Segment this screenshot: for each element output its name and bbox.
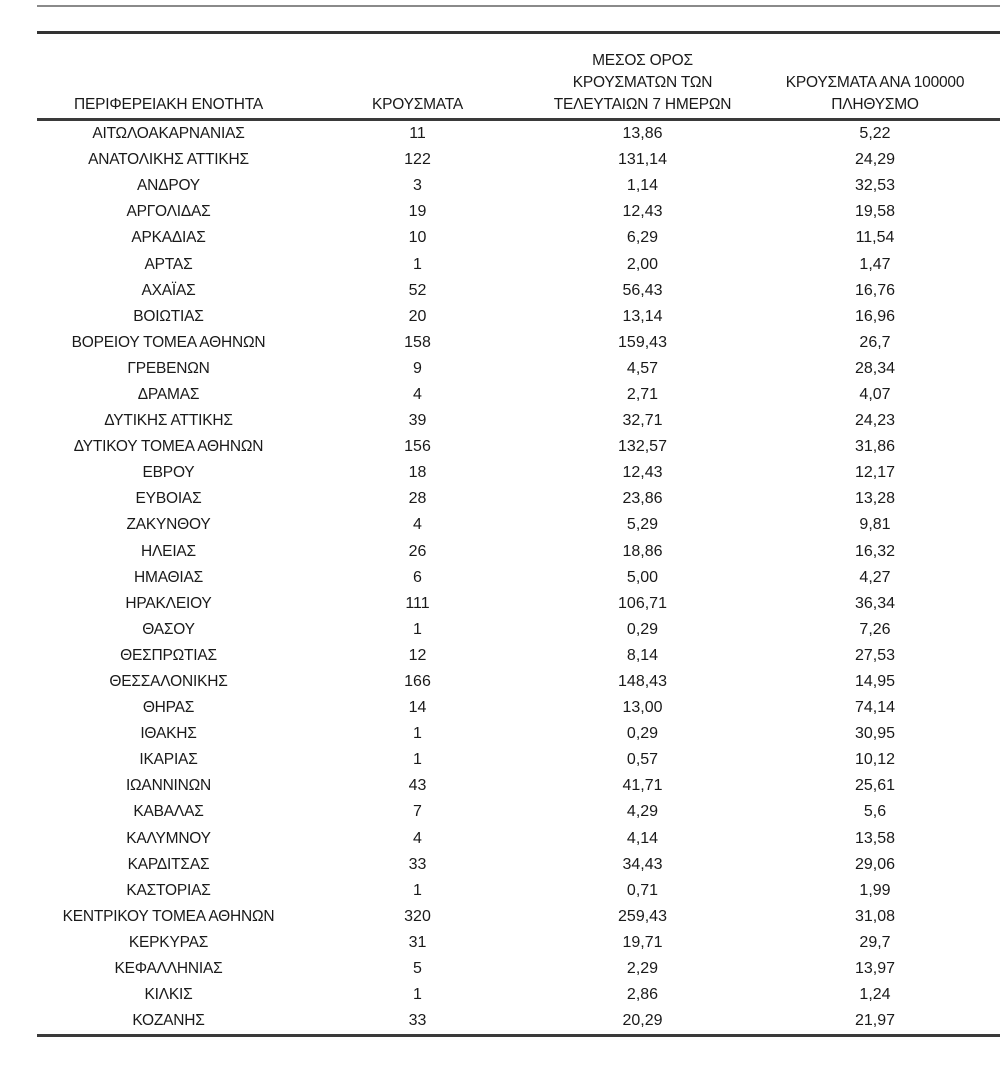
cases: 9: [413, 359, 422, 377]
cases-per-100k: 5,6: [863, 803, 887, 821]
region-name: ΚΙΛΚΙΣ: [144, 986, 193, 1004]
table-row: [37, 539, 1000, 565]
table-body: [37, 120, 1000, 1036]
avg-7-days: 2,29: [626, 960, 659, 978]
region-name: ΓΡΕΒΕΝΩΝ: [127, 359, 210, 377]
table-row: [37, 930, 1000, 956]
avg-7-days: 0,71: [626, 881, 659, 899]
region-name: ΚΑΛΥΜΝΟΥ: [126, 829, 211, 847]
cases: 1: [413, 725, 422, 743]
avg-7-days: 8,14: [626, 646, 659, 664]
avg-7-days: 0,29: [626, 725, 659, 743]
cases: 111: [405, 594, 430, 612]
region-name: ΑΡΤΑΣ: [144, 255, 193, 273]
cases: 26: [408, 542, 427, 560]
cases-per-100k: 31,86: [854, 438, 896, 456]
table-row: [37, 747, 1000, 773]
cases-per-100k: 5,22: [859, 125, 891, 143]
table-row: [37, 617, 1000, 643]
cases-per-100k: 16,76: [854, 281, 896, 299]
table-row: [37, 721, 1000, 747]
cases: 31: [408, 933, 427, 951]
table-row: [37, 512, 1000, 538]
table-row: [37, 956, 1000, 982]
cases-per-100k: 4,07: [859, 385, 891, 403]
cases-per-100k: 11,54: [855, 229, 895, 247]
avg-7-days: 34,43: [622, 855, 663, 873]
cases: 3: [413, 177, 422, 195]
table-row: [37, 982, 1000, 1008]
cases: 4: [413, 516, 422, 534]
cases: 1: [413, 986, 422, 1004]
cases: 156: [404, 438, 431, 456]
table-row: [37, 643, 1000, 669]
header-line: ΤΕΛΕΥΤΑΙΩΝ 7 ΗΜΕΡΩΝ: [553, 96, 732, 113]
cases: 28: [408, 490, 427, 508]
cases-per-100k: 1,47: [859, 255, 891, 273]
region-name: ΙΩΑΝΝΙΝΩΝ: [125, 777, 212, 795]
avg-7-days: 13,00: [622, 699, 663, 717]
cases-per-100k: 10,12: [854, 751, 896, 769]
table-row: [37, 852, 1000, 878]
avg-7-days: 259,43: [618, 907, 667, 925]
cases: 39: [408, 412, 427, 430]
table-row: [37, 799, 1000, 825]
header-region: [37, 50, 300, 120]
cases-per-100k: 32,53: [854, 177, 896, 195]
region-name: ΚΑΡΔΙΤΣΑΣ: [127, 855, 210, 873]
cases-per-100k: 29,7: [859, 933, 891, 951]
avg-7-days: 12,43: [622, 203, 663, 221]
cases-per-100k: 13,58: [854, 829, 896, 847]
region-name: ΚΕΡΚΥΡΑΣ: [128, 933, 209, 951]
cases: 14: [408, 699, 427, 717]
header-7day-average: [535, 50, 750, 120]
region-name: ΘΕΣΣΑΛΟΝΙΚΗΣ: [109, 673, 228, 691]
avg-7-days: 6,29: [626, 229, 659, 247]
region-name: ΘΑΣΟΥ: [142, 620, 195, 638]
region-name: ΗΡΑΚΛΕΙΟΥ: [125, 594, 212, 612]
cases-table: [37, 50, 1000, 1037]
table-row: [37, 434, 1000, 460]
table-row: [37, 669, 1000, 695]
avg-7-days: 56,43: [622, 281, 663, 299]
region-name: ΑΧΑΪΑΣ: [141, 281, 196, 299]
cases-per-100k: 13,28: [854, 490, 896, 508]
cases-per-100k: 28,34: [854, 359, 896, 377]
cases: 10: [408, 229, 427, 247]
cases-per-100k: 1,24: [859, 986, 891, 1004]
cases: 43: [408, 777, 427, 795]
avg-7-days: 0,29: [626, 620, 659, 638]
avg-7-days: 41,71: [622, 777, 663, 795]
header-row: [37, 50, 1000, 120]
cases-per-100k: 29,06: [854, 855, 896, 873]
cases-per-100k: 12,17: [854, 464, 896, 482]
avg-7-days: 1,14: [626, 177, 659, 195]
cases: 158: [404, 333, 431, 351]
region-name: ΗΛΕΙΑΣ: [141, 542, 196, 560]
avg-7-days: 13,86: [622, 125, 663, 143]
region-name: ΔΡΑΜΑΣ: [137, 385, 200, 403]
region-name: ΒΟΙΩΤΙΑΣ: [133, 307, 204, 325]
table-row: [37, 486, 1000, 512]
region-name: ΚΑΣΤΟΡΙΑΣ: [126, 881, 211, 899]
table-row: [37, 199, 1000, 225]
region-name: ΕΥΒΟΙΑΣ: [135, 490, 202, 508]
cases: 11: [409, 125, 426, 143]
avg-7-days: 2,71: [626, 385, 659, 403]
table-row: [37, 382, 1000, 408]
table-row: [37, 304, 1000, 330]
table-row: [37, 565, 1000, 591]
cases: 7: [413, 803, 422, 821]
cases-per-100k: 27,53: [854, 646, 896, 664]
region-name: ΑΡΚΑΔΙΑΣ: [131, 229, 206, 247]
avg-7-days: 23,86: [622, 490, 663, 508]
cases: 5: [413, 960, 422, 978]
avg-7-days: 13,14: [622, 307, 663, 325]
region-name: ΑΝΔΡΟΥ: [137, 177, 200, 195]
region-name: ΘΗΡΑΣ: [142, 699, 195, 717]
cases-per-100k: 30,95: [854, 725, 896, 743]
avg-7-days: 32,71: [622, 412, 663, 430]
cases-per-100k: 16,32: [854, 542, 896, 560]
cases-per-100k: 19,58: [854, 203, 896, 221]
avg-7-days: 2,00: [626, 255, 659, 273]
cases-per-100k: 4,27: [859, 568, 891, 586]
cases: 166: [404, 673, 431, 691]
table-row: [37, 408, 1000, 434]
region-name: ΑΡΓΟΛΙΔΑΣ: [126, 203, 211, 221]
cases: 12: [408, 646, 427, 664]
header-line: ΠΛΗΘΥΣΜΟ: [831, 96, 919, 113]
cases-per-100k: 36,34: [854, 594, 896, 612]
avg-7-days: 5,00: [626, 568, 659, 586]
table-row: [37, 773, 1000, 799]
table-row: [37, 251, 1000, 277]
region-name: ΑΝΑΤΟΛΙΚΗΣ ΑΤΤΙΚΗΣ: [88, 151, 249, 169]
table-row: [37, 695, 1000, 721]
avg-7-days: 131,14: [618, 151, 667, 169]
region-name: ΒΟΡΕΙΟΥ ΤΟΜΕΑ ΑΘΗΝΩΝ: [71, 333, 266, 351]
table-row: [37, 173, 1000, 199]
region-name: ΔΥΤΙΚΟΥ ΤΟΜΕΑ ΑΘΗΝΩΝ: [73, 438, 264, 456]
header-line: ΚΡΟΥΣΜΑΤΑ ΑΝΑ 100000: [785, 74, 965, 91]
table-header: [37, 50, 1000, 120]
cases-per-100k: 21,97: [750, 1008, 1000, 1036]
region-name: ΙΘΑΚΗΣ: [140, 725, 197, 743]
cases: 1: [413, 881, 422, 899]
table-row: [37, 147, 1000, 173]
avg-7-days: 4,57: [626, 359, 659, 377]
cases: 33: [408, 855, 427, 873]
cases: 1: [413, 620, 422, 638]
cases-per-100k: 16,96: [854, 307, 896, 325]
cases-per-100k: 14,95: [854, 673, 896, 691]
cases-per-100k: 26,7: [859, 333, 891, 351]
top-divider: [37, 5, 1000, 7]
table-row: [37, 904, 1000, 930]
avg-7-days: 4,29: [626, 803, 659, 821]
avg-7-days: 148,43: [618, 673, 667, 691]
region-name: ΘΕΣΠΡΩΤΙΑΣ: [120, 646, 217, 664]
header-line: ΜΕΣΟΣ ΟΡΟΣ: [592, 52, 693, 69]
avg-7-days: 4,14: [626, 829, 659, 847]
cases-per-100k: 7,26: [859, 620, 891, 638]
region-name: ΑΙΤΩΛΟΑΚΑΡΝΑΝΙΑΣ: [92, 125, 245, 143]
cases-per-100k: 31,08: [854, 907, 896, 925]
region-name: ΚΑΒΑΛΑΣ: [133, 803, 204, 821]
header-line: ΠΕΡΙΦΕΡΕΙΑΚΗ ΕΝΟΤΗΤΑ: [74, 96, 263, 113]
region-name: ΚΕΦΑΛΛΗΝΙΑΣ: [114, 960, 223, 978]
table-row: [37, 591, 1000, 617]
table-row: [37, 330, 1000, 356]
avg-7-days: 19,71: [622, 933, 663, 951]
avg-7-days: 18,86: [622, 542, 663, 560]
avg-7-days: 20,29: [535, 1008, 750, 1036]
region-name: ΚΟΖΑΝΗΣ: [37, 1008, 300, 1036]
cases: 122: [404, 151, 431, 169]
header-line: ΚΡΟΥΣΜΑΤΑ: [371, 96, 464, 113]
avg-7-days: 132,57: [618, 438, 667, 456]
table-row: [37, 878, 1000, 904]
header-line: ΚΡΟΥΣΜΑΤΩΝ ΤΩΝ: [572, 74, 713, 91]
region-name: ΗΜΑΘΙΑΣ: [133, 568, 203, 586]
cases: 320: [404, 907, 431, 925]
cases: 19: [408, 203, 427, 221]
cases: 6: [413, 568, 422, 586]
table-row: [37, 225, 1000, 251]
region-name: ΚΕΝΤΡΙΚΟΥ ΤΟΜΕΑ ΑΘΗΝΩΝ: [62, 907, 275, 925]
cases-per-100k: 24,29: [854, 151, 896, 169]
cases-per-100k: 9,81: [859, 516, 891, 534]
region-name: ΔΥΤΙΚΗΣ ΑΤΤΙΚΗΣ: [104, 412, 233, 430]
cases-per-100k: 25,61: [854, 777, 896, 795]
cases: 20: [408, 307, 427, 325]
avg-7-days: 106,71: [618, 594, 667, 612]
header-cases: [300, 50, 535, 120]
cases: 4: [413, 385, 422, 403]
table-top-divider: [37, 31, 1000, 34]
cases: 33: [300, 1008, 535, 1036]
cases-per-100k: 13,97: [854, 960, 896, 978]
table-row: [37, 1008, 1000, 1036]
cases: 52: [408, 281, 427, 299]
table-row: [37, 120, 1000, 148]
avg-7-days: 0,57: [626, 751, 659, 769]
cases: 4: [413, 829, 422, 847]
table-row: [37, 356, 1000, 382]
cases-per-100k: 24,23: [854, 412, 896, 430]
region-name: ΕΒΡΟΥ: [142, 464, 195, 482]
cases: 1: [413, 255, 422, 273]
cases-per-100k: 1,99: [859, 881, 891, 899]
avg-7-days: 5,29: [626, 516, 659, 534]
avg-7-days: 159,43: [618, 333, 667, 351]
region-name: ΙΚΑΡΙΑΣ: [139, 751, 198, 769]
table-row: [37, 460, 1000, 486]
header-cases-per-100k: [750, 50, 1000, 120]
cases-per-100k: 74,14: [854, 699, 896, 717]
cases: 1: [413, 751, 422, 769]
avg-7-days: 12,43: [622, 464, 663, 482]
region-name: ΖΑΚΥΝΘΟΥ: [126, 516, 211, 534]
avg-7-days: 2,86: [626, 986, 659, 1004]
cases: 18: [408, 464, 427, 482]
table-row: [37, 278, 1000, 304]
table-row: [37, 826, 1000, 852]
